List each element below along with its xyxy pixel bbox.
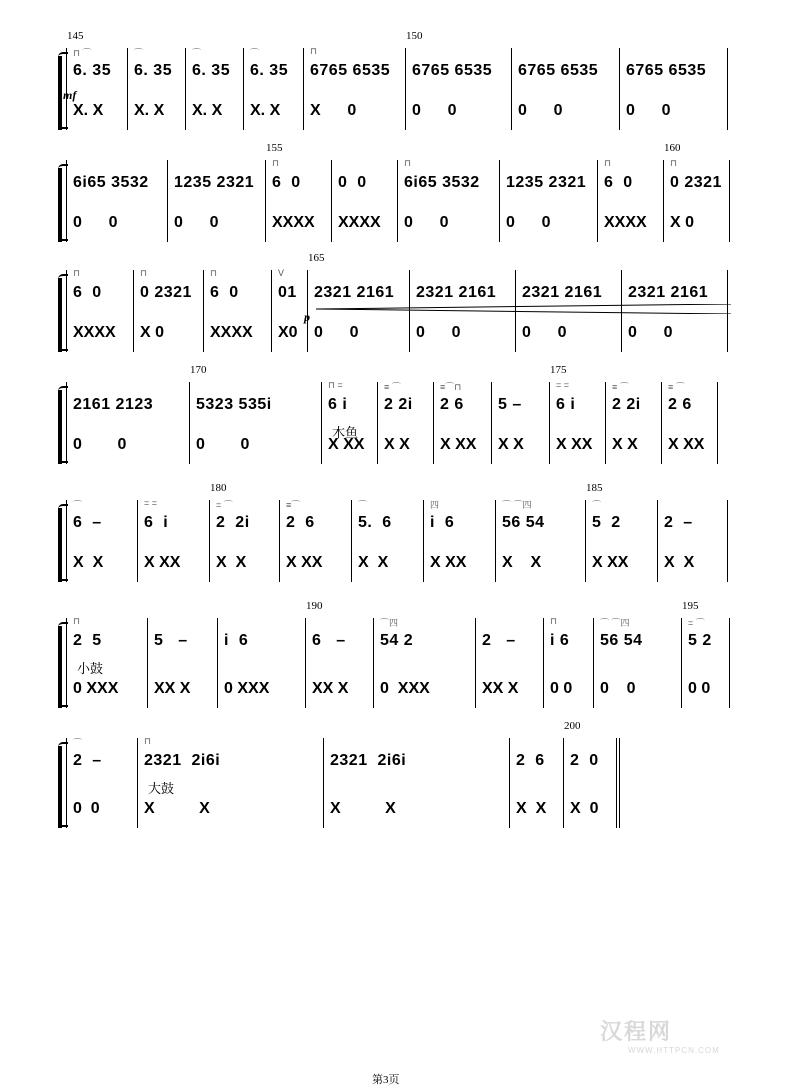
measure-row [66, 142, 732, 242]
measure [272, 270, 308, 352]
melody-notes: 54 2 [380, 632, 414, 649]
bowing-mark: 四 [430, 500, 440, 510]
measure [134, 270, 204, 352]
measure [128, 48, 186, 130]
melody-notes: 2321 2161 [416, 284, 497, 301]
percussion-notes: X. X [73, 102, 104, 119]
bowing-mark: ⊓ [404, 158, 412, 168]
measure [138, 500, 210, 582]
melody-notes: 6. 35 [192, 62, 231, 79]
percussion-notes: X0 [278, 324, 298, 341]
melody-notes: 2 6 [516, 752, 545, 769]
percussion-notes: XX X [312, 680, 349, 697]
bowing-mark: ⌒ ⌒四 [600, 618, 630, 628]
measure [218, 618, 306, 708]
percussion-notes: X XX [286, 554, 323, 571]
bowing-mark: ≡⌒ [286, 500, 301, 510]
melody-notes: 6 – [312, 632, 346, 649]
measure [66, 738, 138, 828]
measure [492, 382, 550, 464]
melody-notes: 2 – [73, 752, 102, 769]
melody-notes: 6 0 [272, 174, 301, 191]
bowing-mark: ⌒ [592, 500, 602, 510]
melody-notes: 6 – [73, 514, 102, 531]
percussion-notes: XX X [154, 680, 191, 697]
measure-number: 160 [664, 142, 681, 154]
measure [324, 738, 510, 828]
measure [406, 30, 512, 130]
percussion-notes: XXXX [272, 214, 315, 231]
percussion-notes: 0 0 [73, 214, 118, 231]
melody-notes: 6765 6535 [310, 62, 391, 79]
percussion-notes: 0 0 [196, 436, 250, 453]
bowing-mark: ⌒ [73, 500, 83, 510]
measure-number: 145 [67, 30, 84, 42]
percussion-notes: X. X [134, 102, 165, 119]
bowing-mark: ⌒ [250, 48, 260, 58]
melody-notes: 2 0 [570, 752, 599, 769]
bowing-mark: = ⌒ [688, 618, 705, 628]
measure [512, 48, 620, 130]
percussion-notes: 0 0 [550, 680, 573, 697]
melody-notes: 2 2i [216, 514, 250, 531]
score-system [58, 252, 730, 352]
bowing-mark: ⌒ ⌒四 [502, 500, 532, 510]
bowing-mark: ⌒ [192, 48, 202, 58]
bowing-mark: ⊓ [550, 616, 558, 626]
measure [280, 500, 352, 582]
percussion-notes: X XX [592, 554, 629, 571]
measure [210, 482, 280, 582]
measure [374, 618, 476, 708]
melody-notes: 2 6 [286, 514, 315, 531]
percussion-notes: X XX [144, 554, 181, 571]
melody-notes: 6765 6535 [412, 62, 493, 79]
measure [620, 48, 728, 130]
measure [332, 160, 398, 242]
measure-number: 195 [682, 600, 699, 612]
score-system [58, 364, 720, 464]
measure-number: 170 [190, 364, 207, 376]
percussion-notes: 0 XXX [73, 680, 119, 697]
measure-row [66, 720, 622, 828]
melody-notes: 2321 2161 [628, 284, 709, 301]
bowing-mark: ⊓ = [328, 380, 343, 390]
measure [168, 160, 266, 242]
bowing-mark: = ⌒ [216, 500, 233, 510]
percussion-notes: X. X [250, 102, 281, 119]
measure-number: 185 [586, 482, 603, 494]
melody-notes: 01 [278, 284, 297, 301]
percussion-notes: X X [73, 554, 104, 571]
percussion-notes: 0 0 [73, 436, 127, 453]
bowing-mark: ⌒ [134, 48, 144, 58]
measure [500, 160, 598, 242]
bowing-mark: ⌒ [358, 500, 368, 510]
melody-notes: 2321 2161 [314, 284, 395, 301]
melody-notes: 56 54 [600, 632, 643, 649]
watermark-logo [600, 1015, 720, 1055]
percussion-notes: X X [358, 554, 389, 571]
measure-row [66, 600, 732, 708]
measure-number: 150 [406, 30, 423, 42]
instrument-label: 木鱼 [332, 425, 359, 440]
percussion-notes: X 0 [310, 102, 357, 119]
melody-notes: 2321 2i6i [144, 752, 221, 769]
measure [658, 500, 728, 582]
measure-number: 190 [306, 600, 323, 612]
melody-notes: 0 2321 [140, 284, 192, 301]
percussion-notes: 0 0 [626, 102, 671, 119]
measure [304, 48, 406, 130]
melody-notes: 5 2 [688, 632, 712, 649]
percussion-notes: 0 0 [404, 214, 449, 231]
score-system [58, 600, 732, 708]
melody-notes: 6765 6535 [518, 62, 599, 79]
melody-notes: 2 – [482, 632, 516, 649]
melody-notes: 6765 6535 [626, 62, 707, 79]
measure [66, 160, 168, 242]
melody-notes: 2321 2161 [522, 284, 603, 301]
measure [190, 364, 322, 464]
melody-notes: 0 0 [338, 174, 367, 191]
measure [544, 618, 594, 708]
measure-number: 155 [266, 142, 283, 154]
bowing-mark: ≡⌒⊓ [440, 382, 462, 392]
bowing-mark: ⊓ [272, 158, 280, 168]
percussion-notes: X X [384, 436, 410, 453]
melody-notes: 1235 2321 [174, 174, 255, 191]
measure [682, 600, 730, 708]
bowing-mark: ⊓ [140, 268, 148, 278]
page-number: 第3页 [372, 1074, 400, 1086]
melody-notes: 6i65 3532 [73, 174, 149, 191]
melody-notes: 2 – [664, 514, 693, 531]
melody-notes: 2161 2123 [73, 396, 154, 413]
melody-notes: 6. 35 [250, 62, 289, 79]
percussion-notes: X 0 [140, 324, 165, 341]
bowing-mark: = = [556, 380, 570, 390]
crescendo-hairpin [316, 304, 731, 314]
melody-notes: 2 2i [384, 396, 413, 413]
percussion-notes: 0 0 [174, 214, 219, 231]
measure [606, 382, 662, 464]
percussion-notes: 0 XXX [380, 680, 430, 697]
bowing-mark: ≡ ⌒ [612, 382, 629, 392]
measure [424, 500, 496, 582]
melody-notes: 5323 535i [196, 396, 272, 413]
percussion-notes: X 0 [670, 214, 695, 231]
measure [306, 600, 374, 708]
melody-notes: 6i65 3532 [404, 174, 480, 191]
percussion-notes: X X [664, 554, 695, 571]
melody-notes: 5 – [498, 396, 522, 413]
percussion-notes: X X [144, 800, 210, 817]
measure [378, 382, 434, 464]
measure [586, 482, 658, 582]
measure [244, 48, 304, 130]
measure [322, 382, 378, 464]
measure [186, 48, 244, 130]
percussion-notes: X XX [668, 436, 705, 453]
bowing-mark: = = [144, 498, 158, 508]
bowing-mark: ≡ ⌒ [668, 382, 685, 392]
measure [352, 500, 424, 582]
watermark-url: WWW.HTTPCN.COM [628, 1046, 720, 1055]
measure-number: 165 [308, 252, 325, 264]
melody-notes: 6 i [328, 396, 348, 413]
bowing-mark: ⌒ [73, 738, 83, 748]
measure [398, 160, 500, 242]
percussion-notes: X 0 [570, 800, 599, 817]
melody-notes: 5. 6 [358, 514, 392, 531]
measure-number: 180 [210, 482, 227, 494]
measure-number: 175 [550, 364, 567, 376]
percussion-notes: 0 0 [628, 324, 673, 341]
score-system [58, 142, 732, 242]
bowing-mark: ⊓ [210, 268, 218, 278]
score-system [58, 720, 622, 828]
percussion-notes: 0 0 [506, 214, 551, 231]
measure [564, 720, 620, 828]
measure [66, 382, 190, 464]
measure [434, 382, 492, 464]
measure [662, 382, 718, 464]
measure [594, 618, 682, 708]
measure [664, 142, 730, 242]
percussion-notes: X X [516, 800, 547, 817]
percussion-notes: 0 0 [518, 102, 563, 119]
melody-notes: 5 2 [592, 514, 621, 531]
bowing-mark: ⊓ [73, 616, 81, 626]
percussion-notes: X XX [430, 554, 467, 571]
score-system [58, 482, 730, 582]
percussion-notes: XXXX [73, 324, 116, 341]
bowing-mark: ≡ ⌒ [384, 382, 401, 392]
measure [510, 738, 564, 828]
melody-notes: i 6 [224, 632, 249, 649]
percussion-notes: 0 0 [522, 324, 567, 341]
measure [66, 270, 134, 352]
percussion-notes: XXXX [604, 214, 647, 231]
melody-notes: 2 2i [612, 396, 641, 413]
dynamic-marking: mf [63, 88, 77, 102]
bowing-mark: ⊓ [144, 736, 152, 746]
percussion-notes: 0 0 [688, 680, 711, 697]
measure [204, 270, 272, 352]
measure-row [66, 364, 720, 464]
watermark-text: 汉程网 [600, 1019, 673, 1044]
melody-notes: 1235 2321 [506, 174, 587, 191]
percussion-notes: X XX [440, 436, 477, 453]
bowing-mark: ⌒四 [380, 618, 399, 628]
measure-number: 200 [564, 720, 581, 732]
melody-notes: i 6 [550, 632, 570, 649]
instrument-label: 小鼓 [77, 661, 104, 676]
measure [66, 618, 148, 708]
melody-notes: 2 6 [668, 396, 692, 413]
percussion-notes: X X [502, 554, 542, 571]
measure [138, 738, 324, 828]
measure-row [66, 482, 730, 582]
percussion-notes: XX X [482, 680, 519, 697]
measure [550, 364, 606, 464]
percussion-notes: X XX [556, 436, 593, 453]
measure [598, 160, 664, 242]
percussion-notes: X XX [328, 436, 365, 453]
bowing-mark: ⊓ [73, 268, 81, 278]
melody-notes: 6. 35 [73, 62, 112, 79]
bowing-mark: V [278, 268, 285, 278]
melody-notes: 6 0 [73, 284, 102, 301]
bowing-mark: ⊓ [604, 158, 612, 168]
percussion-notes: 0 0 [600, 680, 636, 697]
melody-notes: 6 i [556, 396, 576, 413]
melody-notes: i 6 [430, 514, 455, 531]
percussion-notes: X X [498, 436, 524, 453]
measure [66, 500, 138, 582]
percussion-notes: XXXX [338, 214, 381, 231]
melody-notes: 0 2321 [670, 174, 722, 191]
melody-notes: 2321 2i6i [330, 752, 407, 769]
percussion-notes: 0 XXX [224, 680, 270, 697]
melody-notes: 56 54 [502, 514, 545, 531]
melody-notes: 6 0 [210, 284, 239, 301]
percussion-notes: 0 0 [416, 324, 461, 341]
measure [266, 142, 332, 242]
melody-notes: 2 5 [73, 632, 102, 649]
percussion-notes: 0 0 [412, 102, 457, 119]
melody-notes: 6 i [144, 514, 169, 531]
bowing-mark: ⊓ ⌒ [73, 48, 92, 58]
percussion-notes: X X [612, 436, 638, 453]
measure [496, 500, 586, 582]
percussion-notes: 0 0 [73, 800, 100, 817]
melody-notes: 5 – [154, 632, 188, 649]
percussion-notes: X X [330, 800, 396, 817]
measure [476, 618, 544, 708]
percussion-notes: XXXX [210, 324, 253, 341]
score-system [58, 30, 730, 130]
bowing-mark: ⊓ [670, 158, 678, 168]
measure [148, 618, 218, 708]
instrument-label: 大鼓 [148, 781, 175, 796]
melody-notes: 6. 35 [134, 62, 173, 79]
measure-row [63, 30, 730, 130]
measure [63, 30, 128, 130]
melody-notes: 6 0 [604, 174, 633, 191]
percussion-notes: X X [216, 554, 247, 571]
percussion-notes: X. X [192, 102, 223, 119]
bowing-mark: ⊓ [310, 46, 318, 56]
melody-notes: 2 6 [440, 396, 464, 413]
percussion-notes: 0 0 [314, 324, 359, 341]
dynamic-marking: p [304, 310, 310, 324]
